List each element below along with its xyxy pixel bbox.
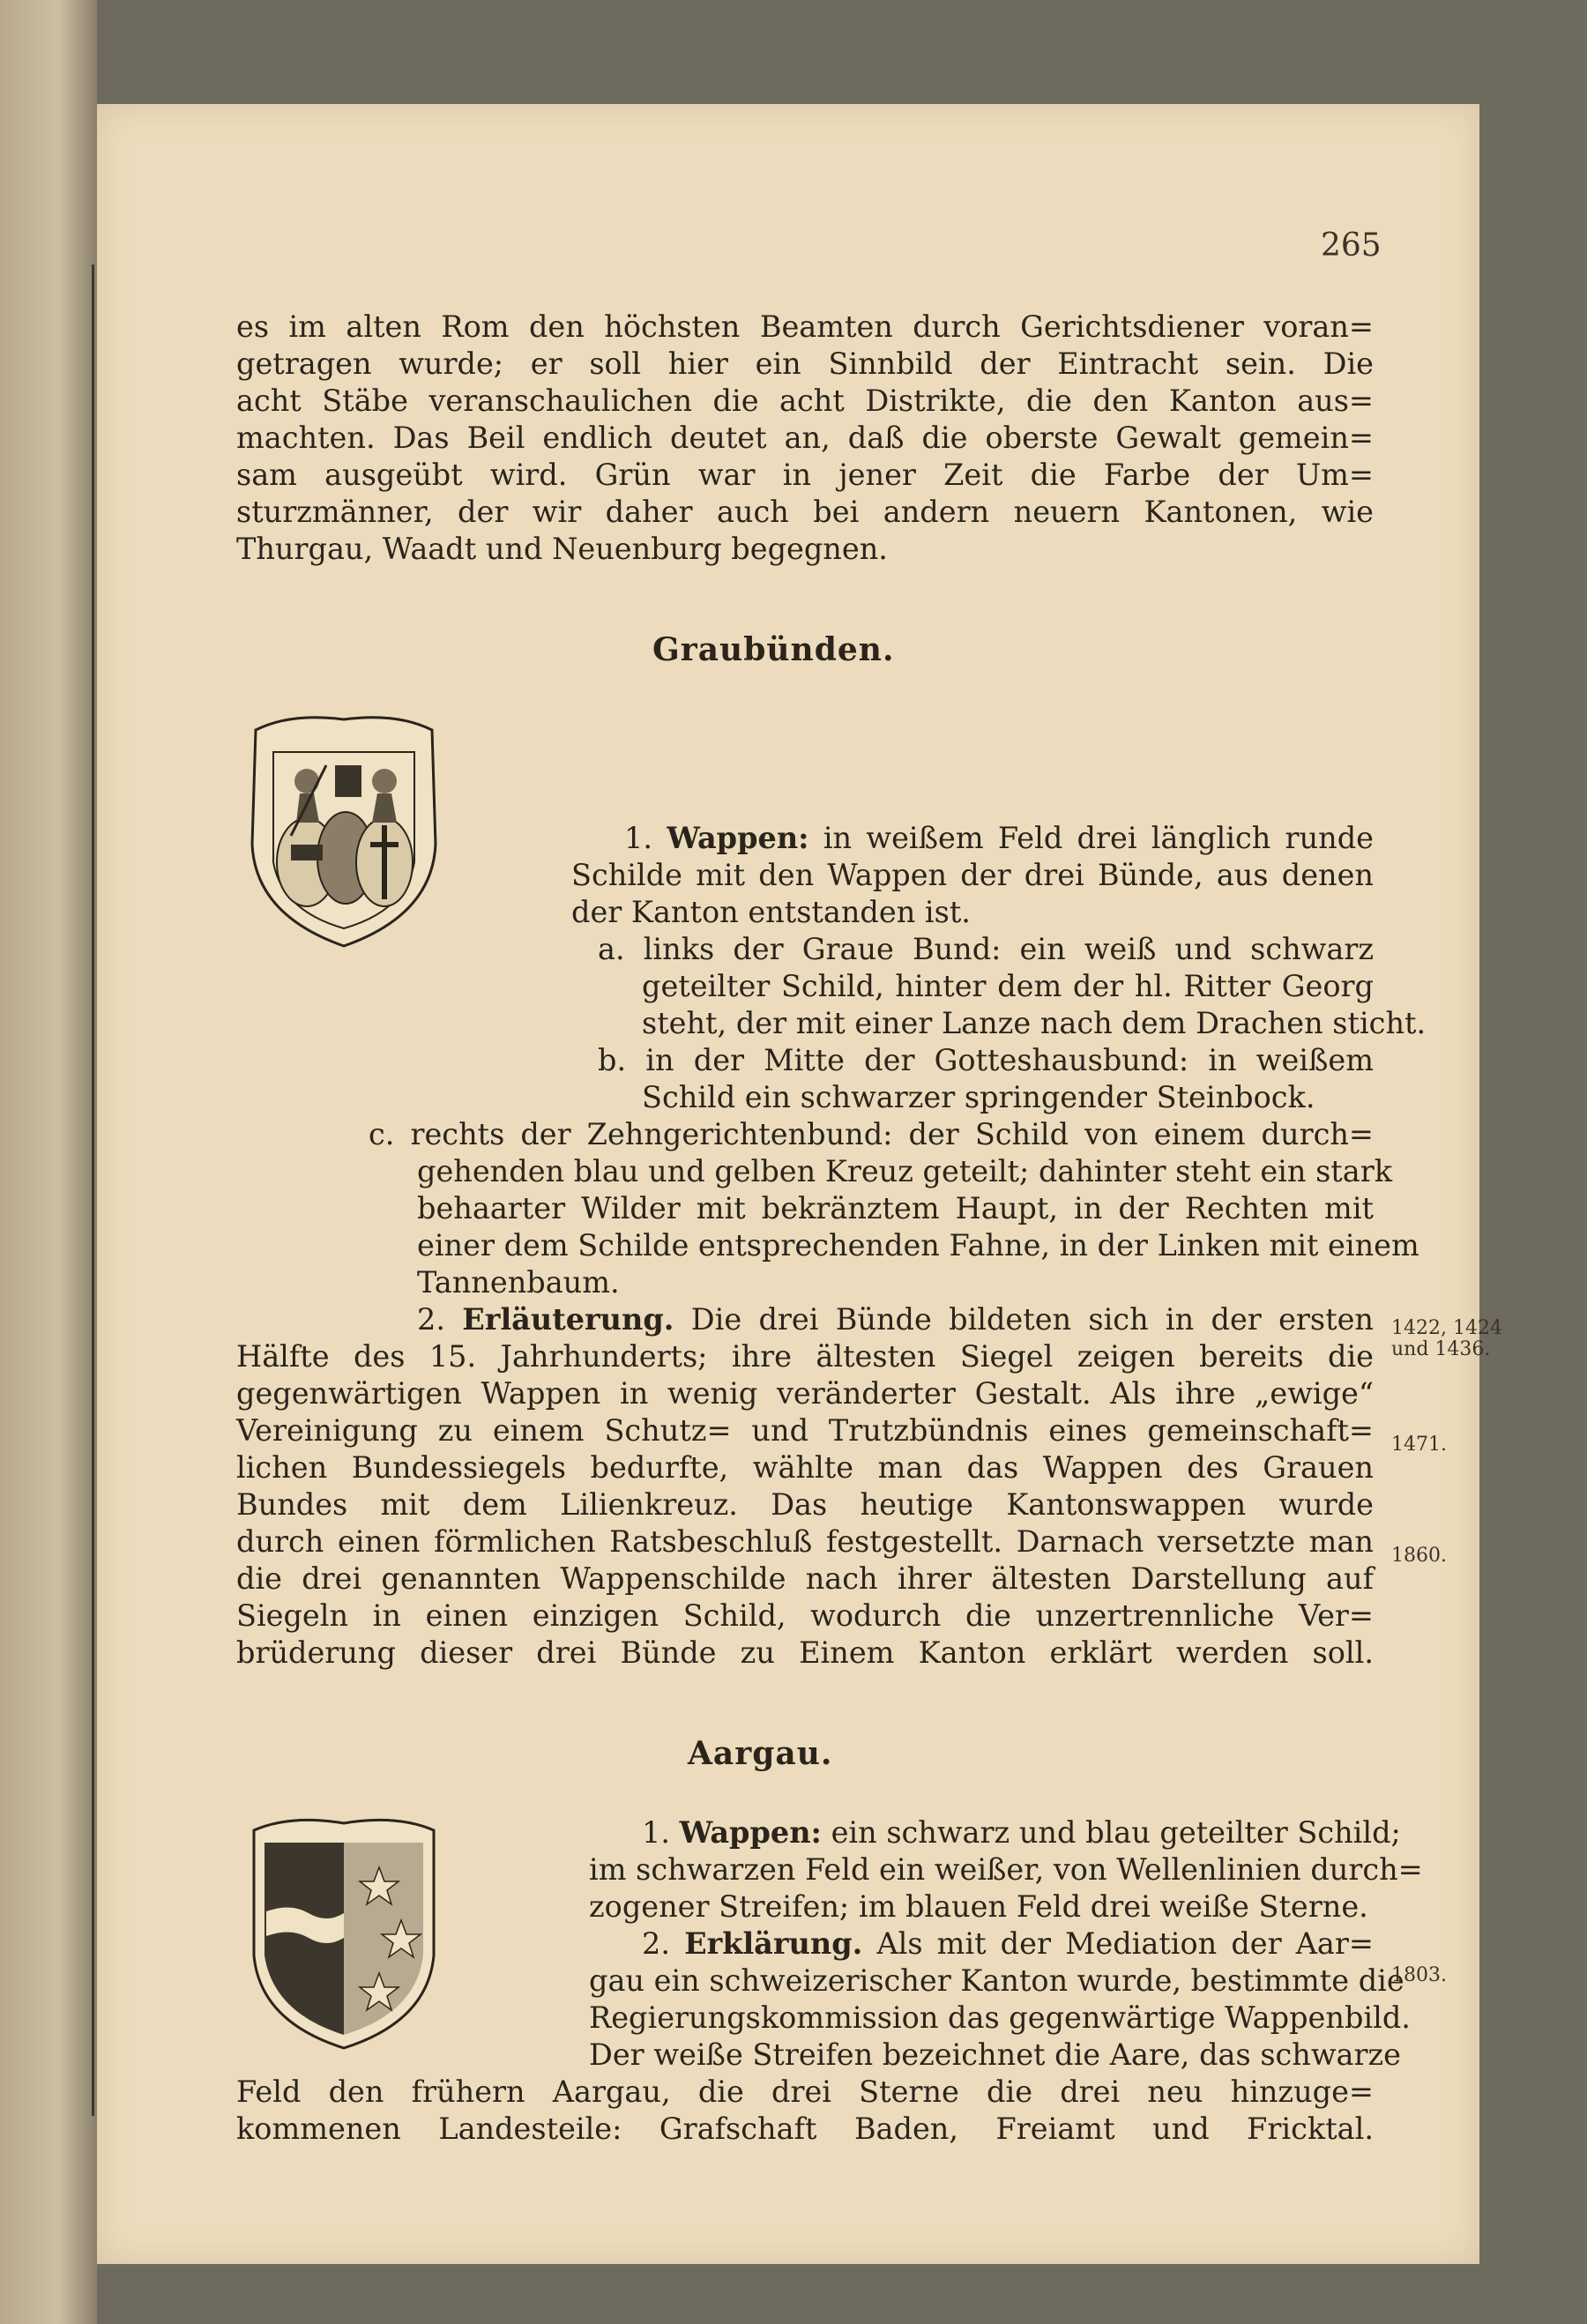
text-line: lichen Bundessiegels bedurfte, wählte man das Wappen des Grauen xyxy=(236,1450,1374,1485)
text-line: Der weiße Streifen bezeichnet die Aare, das schwarze xyxy=(589,2037,1401,2072)
text-line: steht, der mit einer Lanze nach dem Drachen sticht. xyxy=(642,1006,1427,1040)
section-heading-aargau: Aargau. xyxy=(688,1735,833,1772)
erklaerung-label: Erklärung. xyxy=(684,1926,863,1961)
binding-shadow xyxy=(92,264,94,2116)
text-line: durch einen förmlichen Ratsbeschluß festgestellt. Darnach versetzte man xyxy=(236,1524,1374,1559)
text-line: geteilter Schild, hinter dem der hl. Ritter Georg xyxy=(642,969,1374,1003)
text-line: acht Stäbe veranschaulichen die acht Distrikte, die den Kanton aus= xyxy=(236,384,1374,418)
text-line: kommenen Landesteile: Grafschaft Baden, Freiamt und Fricktal. xyxy=(236,2112,1374,2146)
text-line: Bundes mit dem Lilienkreuz. Das heutige Kantonswappen wurde xyxy=(236,1487,1374,1522)
text-line: 2. Erläuterung. Die drei Bünde bildeten sich in der ersten xyxy=(417,1302,1374,1337)
text-line: es im alten Rom den höchsten Beamten durch Gerichtsdiener voran= xyxy=(236,309,1374,344)
text-line: im schwarzen Feld ein weißer, von Wellenlinien durch= xyxy=(589,1852,1423,1887)
text-line: Tannenbaum. xyxy=(417,1265,620,1300)
text-line: sturzmänner, der wir daher auch bei andern neuern Kantonen, wie xyxy=(236,495,1374,529)
text-line: gau ein schweizerischer Kanton wurde, bestimmte die xyxy=(589,1963,1404,1998)
text-line: c. rechts der Zehngerichtenbund: der Schild von einem durch= xyxy=(369,1117,1374,1151)
erlaeuterung-label: Erläuterung. xyxy=(462,1302,674,1337)
text-line: Regierungskommission das gegenwärtige Wappenbild. xyxy=(589,2000,1411,2035)
book-page xyxy=(97,104,1502,2264)
text-line: 1. Wappen: in weißem Feld drei länglich runde xyxy=(624,821,1374,855)
text-line: der Kanton entstanden ist. xyxy=(571,895,971,929)
text-line: gehenden blau und gelben Kreuz geteilt; dahinter steht ein stark xyxy=(417,1154,1393,1188)
margin-note-date: 1471. xyxy=(1391,1434,1447,1456)
text-line: einer dem Schilde entsprechenden Fahne, in der Linken mit einem xyxy=(417,1228,1419,1263)
text-line: gegenwärtigen Wappen in wenig veränderter Gestalt. Als ihre „ewige“ xyxy=(236,1376,1374,1411)
text-line: Vereinigung zu einem Schutz= und Trutzbündnis eines gemeinschaft= xyxy=(236,1413,1374,1448)
text-line: die drei genannten Wappenschilde nach ihrer ältesten Darstellung auf xyxy=(236,1561,1374,1596)
text-line: Thurgau, Waadt und Neuenburg begegnen. xyxy=(236,532,888,566)
text-line: 2. Erklärung. Als mit der Mediation der Aar= xyxy=(642,1926,1374,1961)
margin-note-date: 1860. xyxy=(1391,1545,1447,1567)
left-page-edge xyxy=(0,0,97,2324)
text-line: getragen wurde; er soll hier ein Sinnbild der Eintracht sein. Die xyxy=(236,346,1374,381)
wappen-label: Wappen: xyxy=(679,1815,822,1850)
text-line: machten. Das Beil endlich deutet an, daß die oberste Gewalt gemein= xyxy=(236,421,1374,455)
text-line: Hälfte des 15. Jahrhunderts; ihre ältesten Siegel zeigen bereits die xyxy=(236,1339,1374,1374)
text-line: 1. Wappen: ein schwarz und blau geteilter Schild; xyxy=(642,1815,1401,1850)
margin-note-date: 1803. xyxy=(1391,1964,1447,1986)
text-line: zogener Streifen; im blauen Feld drei weiße Sterne. xyxy=(589,1889,1368,1924)
margin-note-date: und 1436. xyxy=(1391,1338,1491,1360)
section-heading-graubuenden: Graubünden. xyxy=(652,631,895,668)
text-line: Feld den frühern Aargau, die drei Sterne die drei neu hinzuge= xyxy=(236,2074,1374,2109)
page-number: 265 xyxy=(1321,227,1382,264)
wappen-label: Wappen: xyxy=(667,821,809,855)
intro-paragraph xyxy=(236,309,1374,568)
text-line: a. links der Graue Bund: ein weiß und schwarz xyxy=(598,932,1374,966)
margin-note-date: 1422, 1424 xyxy=(1391,1317,1502,1339)
text-line: b. in der Mitte der Gotteshausbund: in weißem xyxy=(598,1043,1374,1077)
text-line: behaarter Wilder mit bekränztem Haupt, in der Rechten mit xyxy=(417,1191,1374,1225)
text-line: sam ausgeübt wird. Grün war in jener Zeit die Farbe der Um= xyxy=(236,458,1374,492)
text-line: Schild ein schwarzer springender Steinbock. xyxy=(642,1080,1315,1114)
text-line: Siegeln in einen einzigen Schild, wodurch die unzertrennliche Ver= xyxy=(236,1598,1374,1633)
text-line: Schilde mit den Wappen der drei Bünde, aus denen xyxy=(571,858,1374,892)
text-line: brüderung dieser drei Bünde zu Einem Kanton erklärt werden soll. xyxy=(236,1635,1374,1670)
